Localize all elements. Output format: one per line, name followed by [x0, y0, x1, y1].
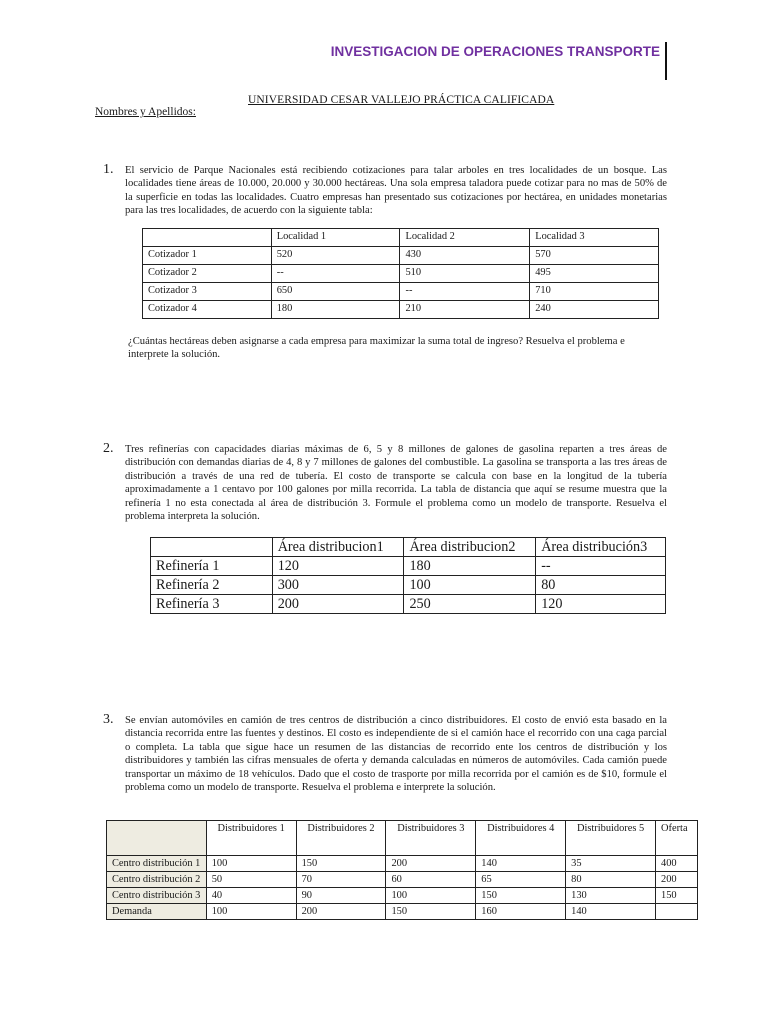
table-cell: Refinería 2	[151, 576, 273, 595]
table-cell: Cotizador 1	[143, 247, 272, 265]
header-divider	[665, 42, 667, 80]
table-cell: 130	[566, 888, 656, 904]
table-cell: Cotizador 4	[143, 301, 272, 319]
table-header-cell: Localidad 2	[400, 229, 530, 247]
table-cell: 300	[272, 576, 404, 595]
table-cell: 120	[272, 557, 404, 576]
table-cell: Refinería 1	[151, 557, 273, 576]
table-row-label: Centro distribución 1	[107, 856, 207, 872]
table-cell: --	[536, 557, 666, 576]
document-header-title: INVESTIGACION DE OPERACIONES TRANSPORTE	[330, 44, 660, 59]
table-cell: --	[271, 265, 400, 283]
table-header-row	[107, 821, 698, 856]
table-cell: 100	[386, 888, 476, 904]
question-2-table	[150, 537, 666, 614]
question-1-text: El servicio de Parque Nacionales está recibiendo cotizaciones para talar arboles en tres localidades de un bosque. Las localidades tiene áreas de 10.000, 20.000 y 30.000 hectáreas. Una sola empresa taladora puede cotizar para no mas de 50% de la superficie en todas las localidades. Cuatro empresas han presentado sus cotizaciones por hectárea, en unidades monetarias para las tres localidades, de acuerdo con la siguiente tabla:	[125, 165, 667, 217]
table-row	[143, 265, 659, 283]
table-cell: 200	[656, 872, 698, 888]
table-row	[107, 856, 698, 872]
table-row	[151, 595, 666, 614]
table-row	[143, 301, 659, 319]
table-cell: 150	[386, 904, 476, 920]
table-cell: 100	[206, 856, 296, 872]
table-cell: 140	[566, 904, 656, 920]
table-row-label: Centro distribución 2	[107, 872, 207, 888]
table-cell: 200	[386, 856, 476, 872]
question-1-prompt: ¿Cuántas hectáreas deben asignarse a cada empresa para maximizar la suma total de ingreso? Resuelva el problema e interprete la solución.	[128, 336, 625, 361]
table-cell: 120	[536, 595, 666, 614]
table-cell: Cotizador 3	[143, 283, 272, 301]
table-cell: 400	[656, 856, 698, 872]
table-cell: 35	[566, 856, 656, 872]
table-cell: 210	[400, 301, 530, 319]
table-row-label: Centro distribución 3	[107, 888, 207, 904]
university-title: UNIVERSIDAD CESAR VALLEJO PRÁCTICA CALIFICADA	[248, 94, 555, 106]
table-header-cell: Área distribucion1	[272, 538, 404, 557]
question-3-table	[106, 820, 698, 920]
table-cell: --	[400, 283, 530, 301]
table-cell: 200	[296, 904, 386, 920]
question-1-table	[142, 228, 659, 319]
table-header-cell: Localidad 1	[271, 229, 400, 247]
table-cell: 100	[404, 576, 536, 595]
table-cell: 80	[566, 872, 656, 888]
table-cell: 200	[272, 595, 404, 614]
table-cell: Refinería 3	[151, 595, 273, 614]
table-header-cell	[107, 821, 207, 856]
table-cell: 150	[476, 888, 566, 904]
table-cell: 150	[656, 888, 698, 904]
table-cell: 40	[206, 888, 296, 904]
table-cell: 495	[530, 265, 659, 283]
table-header-cell: Distribuidores 4	[476, 821, 566, 856]
table-cell: 180	[271, 301, 400, 319]
table-row	[143, 247, 659, 265]
table-cell: 150	[296, 856, 386, 872]
table-header-cell	[143, 229, 272, 247]
table-cell: 80	[536, 576, 666, 595]
table-cell: 250	[404, 595, 536, 614]
table-cell: 100	[206, 904, 296, 920]
table-row	[107, 904, 698, 920]
table-row-label: Demanda	[107, 904, 207, 920]
question-2-number: 2.	[103, 441, 114, 456]
table-cell: 520	[271, 247, 400, 265]
table-row	[151, 576, 666, 595]
table-header-cell	[151, 538, 273, 557]
table-header-cell: Distribuidores 1	[206, 821, 296, 856]
table-header-cell: Distribuidores 2	[296, 821, 386, 856]
question-2-text: Tres refinerías con capacidades diarias máximas de 6, 5 y 8 millones de galones de gasolina reparten a tres áreas de distribución con demandas diarias de 4, 8 y 7 millones de galones del combustible. La gasolina se transporta a las tres áreas de distribución a través de una red de tubería. El costo de transporte se calcula con base en la longitud de la tubería aproximadamente a 1 centavo por 100 galones por milla recorrida. La tabla de distancia que aquí se resume muestra que la refinería 1 no esta conectada al área de distribución 3. Formule el problema como un modelo de transporte. Resuelva el problema interpreta la solución.	[125, 444, 667, 523]
table-cell: 240	[530, 301, 659, 319]
table-cell: 180	[404, 557, 536, 576]
table-row	[143, 283, 659, 301]
table-header-row	[143, 229, 659, 247]
table-cell: 160	[476, 904, 566, 920]
table-header-cell: Área distribución3	[536, 538, 666, 557]
question-1-number: 1.	[103, 162, 114, 177]
table-header-cell: Distribuidores 3	[386, 821, 476, 856]
table-row	[107, 888, 698, 904]
table-cell: 510	[400, 265, 530, 283]
table-row	[151, 557, 666, 576]
table-cell: 70	[296, 872, 386, 888]
table-header-row	[151, 538, 666, 557]
table-cell: 430	[400, 247, 530, 265]
table-cell: Cotizador 2	[143, 265, 272, 283]
table-header-cell: Distribuidores 5	[566, 821, 656, 856]
names-label: Nombres y Apellidos:	[95, 106, 196, 118]
question-3-number: 3.	[103, 712, 114, 727]
table-cell: 140	[476, 856, 566, 872]
table-header-cell: Oferta	[656, 821, 698, 856]
table-header-cell: Área distribucion2	[404, 538, 536, 557]
table-cell: 90	[296, 888, 386, 904]
table-row	[107, 872, 698, 888]
table-cell	[656, 904, 698, 920]
question-3-text: Se envían automóviles en camión de tres centros de distribución a cinco distribuidores. El costo de envió esta basado en la distancia recorrida entre las fuentes y destinos. El costo es independiente de si el camión hace el recorrido con una caga parcial o completa. La tabla que sigue hace un resumen de las distancias de recorrido ente los centros de distribución y los distribuidores y también las cifras mensuales de oferta y demanda calculadas en números de automóviles. Cada camión puede transportar un máximo de 18 vehículos. Dado que el costo de trasporte por milla recorrida por el camión es de $10, formule el problema como un modelo de transporte. Resuelva el problema e interprete la solución.	[125, 715, 667, 794]
table-cell: 65	[476, 872, 566, 888]
table-cell: 50	[206, 872, 296, 888]
table-cell: 710	[530, 283, 659, 301]
table-cell: 650	[271, 283, 400, 301]
table-cell: 570	[530, 247, 659, 265]
table-cell: 60	[386, 872, 476, 888]
table-header-cell: Localidad 3	[530, 229, 659, 247]
